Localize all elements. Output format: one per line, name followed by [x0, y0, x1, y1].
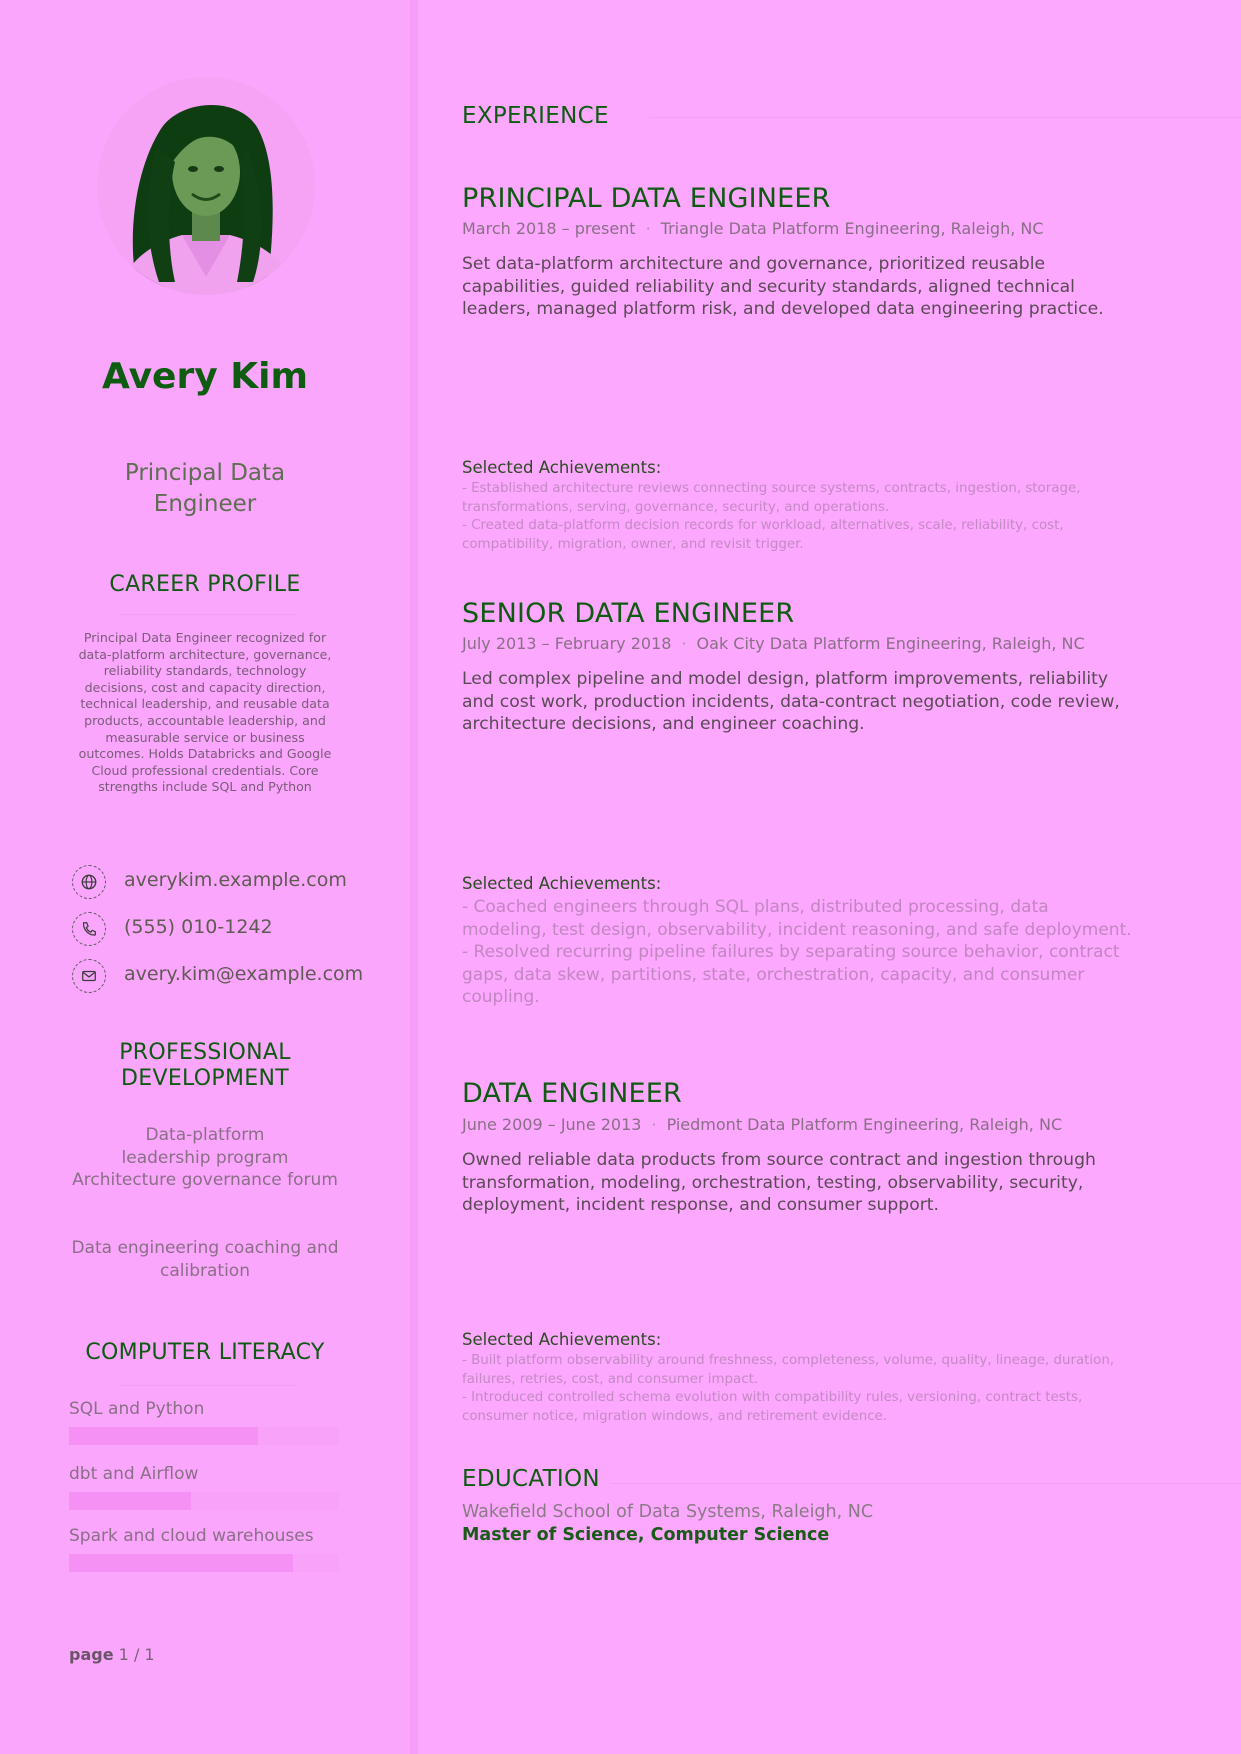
job-meta	[462, 219, 1044, 238]
mail-icon	[72, 959, 106, 993]
professional-development-heading	[0, 1040, 410, 1092]
computer-literacy-rule	[120, 1385, 296, 1386]
job-meta	[462, 634, 1085, 653]
achievements-heading: Selected Achievements:	[462, 1330, 662, 1349]
skill-item	[69, 1464, 339, 1484]
skill-bar-fill	[69, 1427, 258, 1445]
job-description: Set data-platform architecture and governance, prioritized reusable capabilities, guided reliability and security standards, aligned technical leaders, managed platform risk, and developed data engineering practice.	[462, 254, 1104, 319]
candidate-title	[0, 458, 410, 520]
skill-label: SQL and Python	[69, 1399, 205, 1419]
page-total: 1	[144, 1645, 155, 1664]
achievement-item: - Built platform observability around freshness, completeness, volume, quality, lineage, duration, failures, retries, cost, and consumer impact.	[462, 1353, 1115, 1387]
skill-item	[69, 1399, 339, 1419]
job-title: DATA ENGINEER	[462, 1078, 682, 1109]
page-label: page	[69, 1645, 114, 1664]
skill-bar	[69, 1427, 339, 1445]
globe-icon	[72, 865, 106, 899]
achievement-item: - Introduced controlled schema evolution with compatibility rules, versioning, contract tests, consumer notice, migration windows, and retirement evidence.	[462, 1390, 1083, 1424]
job-dates: March 2018 – present	[462, 219, 636, 238]
prodev-item-text: Data-platform leadership program	[121, 1125, 289, 1168]
skill-item	[69, 1526, 339, 1546]
achievement-item: - Resolved recurring pipeline failures by separating source behavior, contract gaps, data skew, partitions, state, orchestration, capacity, and consumer coupling.	[462, 942, 1120, 1007]
career-profile-heading: CAREER PROFILE	[109, 572, 301, 597]
achievement-item: - Established architecture reviews connecting source systems, contracts, ingestion, storage, transformations, serving, governance, security, and operations.	[462, 481, 1081, 515]
job-meta	[462, 1115, 1062, 1134]
skill-label: dbt and Airflow	[69, 1464, 199, 1484]
education-rule	[610, 1483, 1241, 1484]
education-heading: EDUCATION	[462, 1466, 600, 1492]
prodev-item	[60, 1124, 350, 1170]
skill-bar-fill	[69, 1492, 191, 1510]
job-description: Owned reliable data products from source contract and ingestion through transformation, modeling, orchestration, testing, observability, security, deployment, incident response, and consumer support.	[462, 1150, 1096, 1215]
page-current: 1	[118, 1645, 129, 1664]
skill-label: Spark and cloud warehouses	[69, 1526, 314, 1546]
email-link[interactable]: avery.kim@example.com	[124, 963, 364, 985]
education-school: Wakefield School of Data Systems, Raleigh, NC	[462, 1502, 874, 1522]
achievements-heading: Selected Achievements:	[462, 458, 662, 477]
avatar	[97, 77, 315, 295]
experience-rule	[650, 117, 1241, 118]
job-dates: July 2013 – February 2018	[462, 634, 672, 653]
page-sep: /	[133, 1645, 140, 1664]
candidate-name: Avery Kim	[102, 356, 308, 397]
job-company: Oak City Data Platform Engineering, Raleigh, NC	[696, 634, 1085, 653]
prodev-item: Architecture governance forum	[72, 1170, 338, 1190]
professional-development-heading-text: PROFESSIONAL DEVELOPMENT	[119, 1040, 291, 1091]
meta-separator: ·	[645, 219, 651, 238]
achievements-list	[462, 480, 1132, 554]
career-profile-text: Principal Data Engineer recognized for data-platform architecture, governance, reliability standards, technology decisions, cost and capacity direction, technical leadership, and reusable data products, accountable leadership, and measurable service or business outcomes. Holds Databricks and Google Cloud professional credentials. Core strengths include SQL and Python	[78, 630, 332, 795]
meta-separator: ·	[681, 634, 687, 653]
achievements-list	[462, 896, 1132, 1009]
phone-number[interactable]: (555) 010-1242	[124, 916, 273, 938]
job-company: Triangle Data Platform Engineering, Raleigh, NC	[660, 219, 1044, 238]
job-company: Piedmont Data Platform Engineering, Raleigh, NC	[666, 1115, 1063, 1134]
skill-bar	[69, 1554, 339, 1572]
sidebar-divider	[410, 0, 418, 1754]
prodev-item	[60, 1237, 350, 1283]
meta-separator: ·	[651, 1115, 657, 1134]
phone-icon	[72, 912, 106, 946]
page-number	[69, 1645, 155, 1664]
achievements-list	[462, 1352, 1132, 1426]
portrait-image	[97, 77, 315, 295]
skill-bar	[69, 1492, 339, 1510]
website-link[interactable]: averykim.example.com	[124, 869, 347, 891]
job-title: PRINCIPAL DATA ENGINEER	[462, 183, 831, 214]
achievements-heading: Selected Achievements:	[462, 874, 662, 893]
achievement-item: - Created data-platform decision records for workload, alternatives, scale, reliability, cost, compatibility, migration, owner, and revisit trigger.	[462, 518, 1064, 552]
career-profile-rule	[120, 614, 296, 615]
experience-heading: EXPERIENCE	[462, 103, 609, 129]
skill-bar-fill	[69, 1554, 293, 1572]
job-description: Led complex pipeline and model design, platform improvements, reliability and cost work, production incidents, data-contract negotiation, code review, architecture decisions, and engineer coaching.	[462, 669, 1120, 734]
education-degree: Master of Science, Computer Science	[462, 1525, 830, 1545]
job-title: SENIOR DATA ENGINEER	[462, 598, 795, 629]
candidate-title-text: Principal Data Engineer	[124, 460, 286, 517]
prodev-item-text: Data engineering coaching and calibration	[71, 1238, 339, 1281]
achievement-item: - Coached engineers through SQL plans, distributed processing, data modeling, test design, observability, incident reasoning, and safe deployment.	[462, 897, 1132, 940]
job-dates: June 2009 – June 2013	[462, 1115, 642, 1134]
computer-literacy-heading: COMPUTER LITERACY	[85, 1340, 325, 1365]
